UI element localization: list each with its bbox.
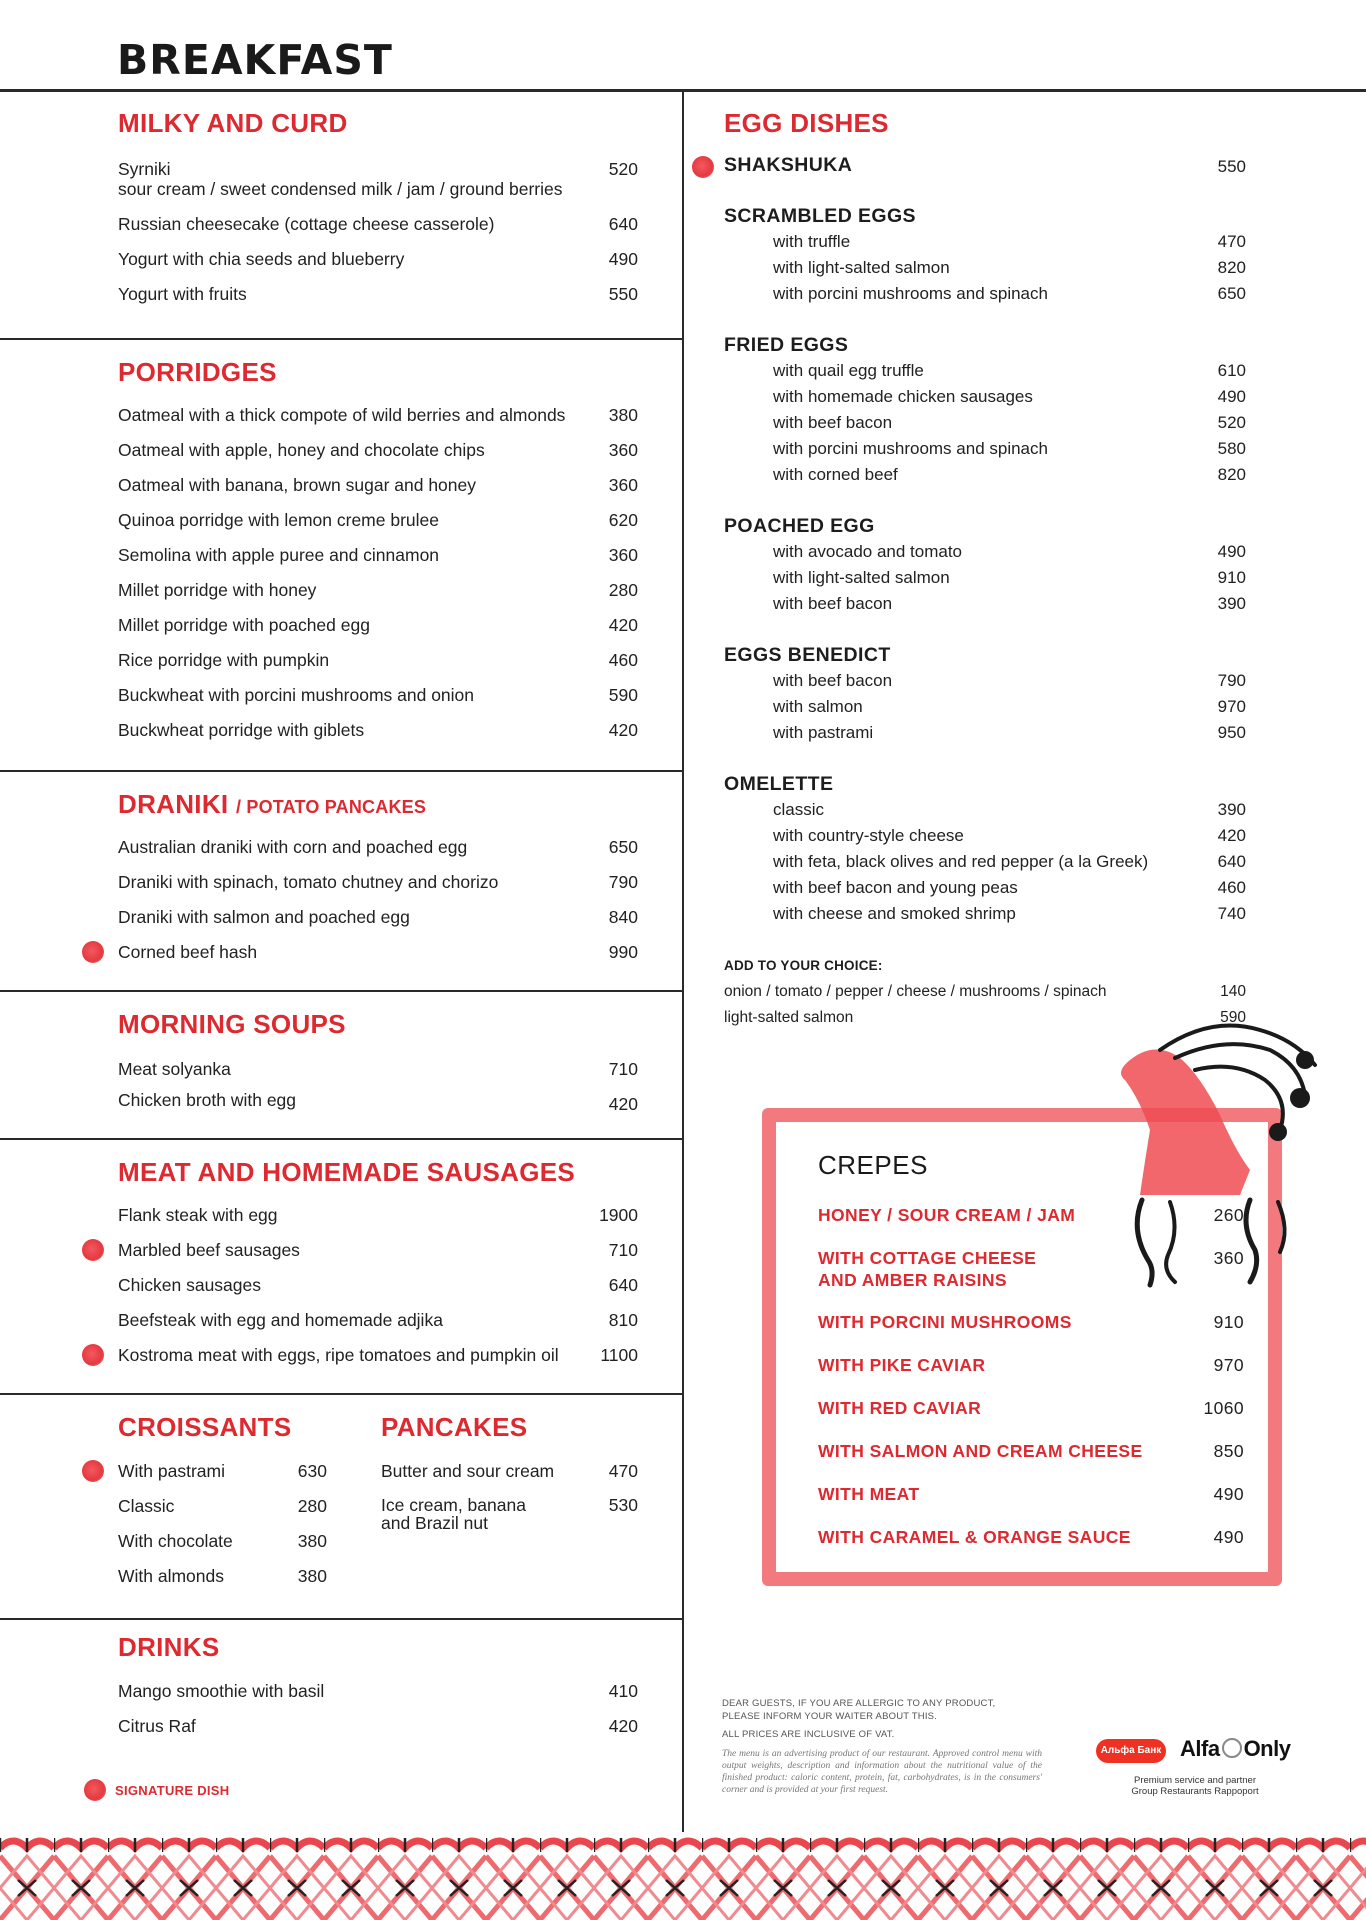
menu-item: Yogurt with fruits 550: [118, 284, 638, 304]
logo-ring-icon: [1222, 1738, 1242, 1758]
section-title: EGG DISHES: [724, 108, 889, 138]
partner-note: Premium service and partner Group Restaurants Rappoport: [1131, 1775, 1259, 1797]
group-add-ons: [724, 958, 1246, 1027]
menu-item: with pastrami 950: [773, 723, 1246, 742]
menu-item: Rice porridge with pumpkin 460: [118, 650, 638, 670]
column-divider: [682, 92, 684, 1832]
group-scrambled-eggs: [724, 205, 1246, 304]
section-meat-sausages: [118, 1157, 638, 1365]
menu-item: Russian cheesecake (cottage cheese casserole) 640: [118, 214, 638, 234]
crepes-title: CREPES: [818, 1150, 928, 1180]
menu-item: Marbled beef sausages 710: [118, 1240, 638, 1260]
menu-item: Kostroma meat with eggs, ripe tomatoes and pumpkin oil 1100: [118, 1345, 638, 1365]
menu-item: Millet porridge with honey 280: [118, 580, 638, 600]
crepe-item: WITH COTTAGE CHEESE AND AMBER RAISINS 360: [818, 1248, 1244, 1290]
menu-item: Oatmeal with a thick compote of wild berries and almonds 380: [118, 405, 638, 425]
section-drinks: [118, 1632, 638, 1736]
menu-item: with feta, black olives and red pepper (a la Greek) 640: [773, 852, 1246, 871]
signature-dot-icon: [82, 941, 104, 963]
menu-item: Beefsteak with egg and homemade adjika 810: [118, 1310, 638, 1330]
section-title: PORRIDGES: [118, 357, 277, 387]
menu-item: with quail egg truffle 610: [773, 361, 1246, 380]
group-omelette: [724, 773, 1246, 924]
allergy-note: PLEASE INFORM YOUR WAITER ABOUT THIS.: [722, 1711, 938, 1722]
section-divider: [0, 770, 682, 772]
section-divider: [0, 990, 682, 992]
menu-item: Chicken sausages 640: [118, 1275, 638, 1295]
menu-item: with beef bacon 520: [773, 413, 1246, 432]
menu-item: Classic 280: [118, 1496, 327, 1516]
section-draniki: [118, 789, 638, 962]
menu-item: Ice cream, banana and Brazil nut 530: [381, 1495, 638, 1533]
legal-note: The menu is an advertising product of our restaurant. Approved control menu with output weights, description and information about the nutritional value of the finished product: caloric content, protein, fat, carbohydrates, is in the consumers' corner and is provided at your first request.: [722, 1749, 1042, 1795]
menu-item: with cheese and smoked shrimp 740: [773, 904, 1246, 923]
menu-item: Draniki with spinach, tomato chutney and chorizo 790: [118, 872, 638, 892]
menu-item: Corned beef hash 990: [118, 942, 638, 962]
section-title: CROISSANTS: [118, 1412, 292, 1442]
section-title: MEAT AND HOMEMADE SAUSAGES: [118, 1157, 576, 1187]
group-title: OMELETTE: [724, 773, 834, 795]
section-egg-dishes: [724, 108, 1246, 139]
section-croissants: [118, 1412, 327, 1586]
menu-item: Chicken broth with egg 420: [118, 1090, 638, 1114]
crepe-item: HONEY / SOUR CREAM / JAM 260: [818, 1205, 1244, 1225]
menu-item: with country-style cheese 420: [773, 826, 1246, 845]
section-divider: [0, 1618, 682, 1620]
group-title: SCRAMBLED EGGS: [724, 205, 916, 227]
section-pancakes: [381, 1412, 638, 1532]
signature-dot-icon: [692, 156, 714, 178]
section-divider: [0, 338, 682, 340]
menu-item: light-salted salmon 590: [724, 1009, 1246, 1026]
section-title: MORNING SOUPS: [118, 1009, 346, 1039]
menu-item: Semolina with apple puree and cinnamon 360: [118, 545, 638, 565]
section-title: DRINKS: [118, 1632, 220, 1662]
menu-item: With almonds 380: [118, 1566, 327, 1586]
menu-item: With chocolate 380: [118, 1531, 327, 1551]
menu-item: with salmon 970: [773, 697, 1246, 716]
section-title: DRANIKI / POTATO PANCAKES: [118, 789, 427, 819]
page-title: BREAKFAST: [117, 36, 393, 84]
menu-item: Syrniki sour cream / sweet condensed milk / jam / ground berries 520: [118, 159, 638, 199]
signature-dot-icon: [82, 1344, 104, 1366]
menu-item: with avocado and tomato 490: [773, 542, 1246, 561]
menu-item: With pastrami 630: [118, 1461, 318, 1481]
menu-item: Millet porridge with poached egg 420: [118, 615, 638, 635]
section-title: MILKY AND CURD: [118, 108, 348, 138]
group-fried-eggs: [724, 334, 1246, 485]
section-morning-soups: [118, 1009, 638, 1114]
menu-item: Meat solyanka 710: [118, 1059, 638, 1079]
signature-dot-icon: [82, 1460, 104, 1482]
section-title: PANCAKES: [381, 1412, 528, 1442]
group-title: EGGS BENEDICT: [724, 644, 891, 666]
menu-item-shakshuka: SHAKSHUKA 550: [724, 154, 1246, 177]
crepe-item: WITH MEAT 490: [818, 1484, 1244, 1504]
menu-item: Flank steak with egg 1900: [118, 1205, 638, 1225]
crepe-item: WITH PORCINI MUSHROOMS 910: [818, 1312, 1244, 1332]
menu-item: with truffle 470: [773, 232, 1246, 251]
menu-item: Quinoa porridge with lemon creme brulee 620: [118, 510, 638, 530]
menu-item: with beef bacon 390: [773, 594, 1246, 613]
menu-item: with porcini mushrooms and spinach 580: [773, 439, 1246, 458]
menu-item: Buckwheat porridge with giblets 420: [118, 720, 638, 740]
group-poached-egg: [724, 515, 1246, 614]
crepe-item: WITH CARAMEL & ORANGE SAUCE 490: [818, 1527, 1244, 1547]
vat-note: ALL PRICES ARE INCLUSIVE OF VAT.: [722, 1729, 895, 1740]
allergy-note: DEAR GUESTS, IF YOU ARE ALLERGIC TO ANY PRODUCT,: [722, 1698, 996, 1709]
menu-item: Citrus Raf 420: [118, 1716, 638, 1736]
menu-item: with homemade chicken sausages 490: [773, 387, 1246, 406]
section-subtitle: / POTATO PANCAKES: [235, 797, 427, 817]
menu-item: Oatmeal with banana, brown sugar and honey 360: [118, 475, 638, 495]
menu-item: with beef bacon 790: [773, 671, 1246, 690]
section-milky-curd: [118, 108, 638, 304]
menu-item: Mango smoothie with basil 410: [118, 1681, 638, 1701]
group-eggs-benedict: [724, 644, 1246, 743]
signature-dot-icon: [84, 1779, 106, 1801]
brand-logo: Alfa Only: [1180, 1736, 1291, 1761]
section-divider: [0, 1393, 682, 1395]
menu-item: Buckwheat with porcini mushrooms and onion 590: [118, 685, 638, 705]
menu-item: classic 390: [773, 800, 1246, 819]
folk-ornament-border: [0, 1826, 1366, 1920]
menu-item: with beef bacon and young peas 460: [773, 878, 1246, 897]
group-title: FRIED EGGS: [724, 334, 849, 356]
group-title: POACHED EGG: [724, 515, 875, 537]
menu-item: with porcini mushrooms and spinach 650: [773, 284, 1246, 303]
group-title: ADD TO YOUR CHOICE:: [724, 958, 883, 973]
menu-item: Australian draniki with corn and poached egg 650: [118, 837, 638, 857]
menu-item: Draniki with salmon and poached egg 840: [118, 907, 638, 927]
section-porridges: [118, 357, 638, 740]
menu-item: with corned beef 820: [773, 465, 1246, 484]
crepe-item: WITH SALMON AND CREAM CHEESE 850: [818, 1441, 1244, 1461]
crepe-item: WITH RED CAVIAR 1060: [818, 1398, 1244, 1418]
menu-item: with light-salted salmon 910: [773, 568, 1246, 587]
crepe-item: WITH PIKE CAVIAR 970: [818, 1355, 1244, 1375]
section-divider: [0, 1138, 682, 1140]
legend-label: SIGNATURE DISH: [115, 1783, 230, 1798]
menu-item: with light-salted salmon 820: [773, 258, 1246, 277]
bank-badge: Альфа Банк: [1096, 1739, 1166, 1763]
menu-item: Oatmeal with apple, honey and chocolate chips 360: [118, 440, 638, 460]
signature-dot-icon: [82, 1239, 104, 1261]
menu-item: Butter and sour cream 470: [381, 1461, 638, 1481]
menu-item: Yogurt with chia seeds and blueberry 490: [118, 249, 638, 269]
menu-item: onion / tomato / pepper / cheese / mushrooms / spinach 140: [724, 983, 1246, 1000]
